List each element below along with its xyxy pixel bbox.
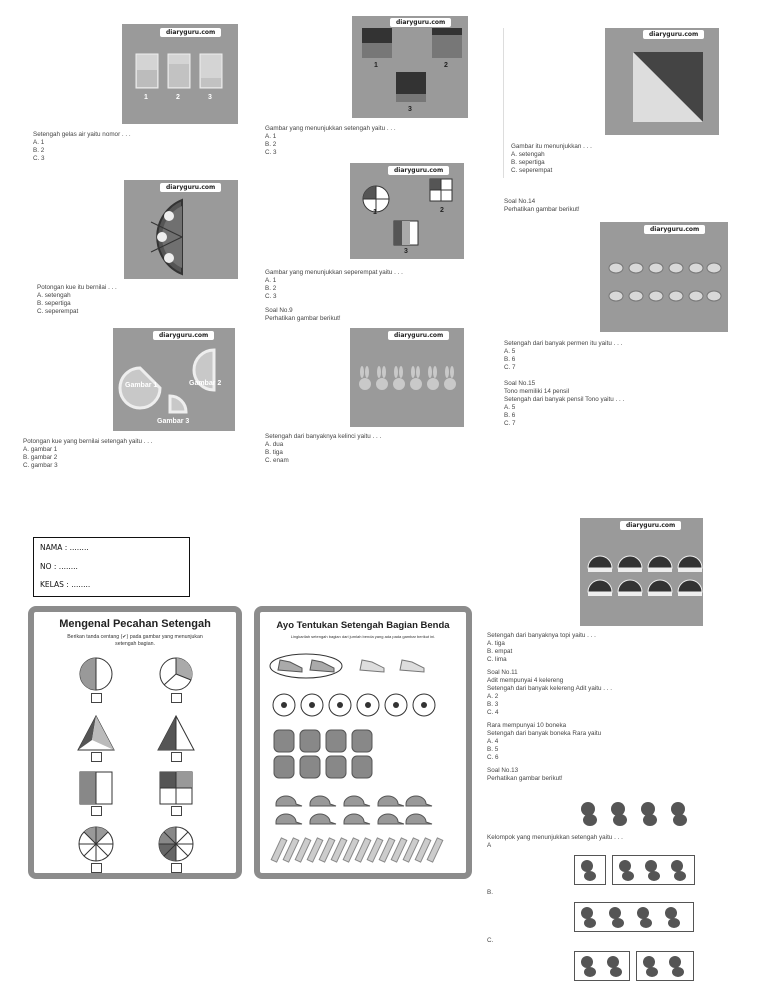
fraction-label: 2 (440, 207, 444, 214)
number-field: NO : ........ (40, 562, 78, 571)
shoe-icon (400, 660, 424, 672)
question-text: Potongan kue yang bernilai setengah yaitu . . . A. gambar 1 B. gambar 2 C. gambar 3 (23, 438, 153, 469)
watermark: diaryguru.com (390, 18, 451, 27)
glass-label: 3 (208, 94, 212, 101)
glass-icon (168, 54, 190, 88)
fractions-image (350, 163, 464, 259)
fraction-label: 1 (373, 209, 377, 216)
rabbit-icon (376, 366, 388, 390)
glass-label: 1 (144, 94, 148, 101)
monkey-icon (645, 860, 660, 881)
monkey-icon (619, 860, 634, 881)
question-text: Soal No.14 Perhatikan gambar berikut! (504, 198, 580, 213)
square-label: 3 (408, 106, 412, 113)
worksheet-half-objects (254, 606, 472, 879)
candy-icon (707, 263, 721, 273)
glass-icon (200, 54, 222, 88)
monkey-icon (581, 907, 596, 928)
monkey-icon (607, 956, 622, 977)
hat-icon (344, 814, 370, 824)
candy-icon (707, 291, 721, 301)
worksheet-subtitle: Berikan tanda centang (✔) pada gambar yang menunjukan (67, 634, 203, 640)
option-c-group-1[interactable] (574, 951, 630, 981)
cake-label: Gambar 2 (189, 380, 222, 387)
checkbox[interactable] (91, 752, 102, 762)
bag-icon (300, 730, 320, 752)
cap-icon (618, 580, 642, 592)
worksheet-fractions (28, 606, 242, 879)
candy-icon (629, 263, 643, 273)
rabbit-icon (410, 366, 422, 390)
candy-icon (689, 291, 703, 301)
hat-icon (276, 814, 302, 824)
watermark: diaryguru.com (644, 225, 705, 234)
fraction-label: 3 (404, 248, 408, 255)
bag-icon (326, 730, 346, 752)
monkey-icon (669, 956, 684, 977)
hat-icon (276, 796, 302, 806)
monkey-icon (609, 907, 624, 928)
hat-icon (406, 814, 432, 824)
hat-icon (378, 814, 404, 824)
monkey-icon (637, 907, 652, 928)
watermark: diaryguru.com (388, 166, 449, 175)
option-b-group[interactable] (574, 902, 694, 932)
cap-icon (678, 556, 702, 568)
candy-icon (669, 291, 683, 301)
monkey-icon (671, 860, 686, 881)
checkbox[interactable] (171, 806, 182, 816)
checkbox[interactable] (171, 752, 182, 762)
option-c-label: C. (487, 937, 494, 944)
monkey-icon (581, 956, 596, 977)
square-label: 1 (374, 62, 378, 69)
watermark: diaryguru.com (643, 30, 704, 39)
monkeys-row (574, 798, 694, 828)
name-field: NAMA : ........ (40, 543, 89, 552)
class-field: KELAS : ........ (40, 580, 91, 589)
question-text: Gambar itu menunjukkan . . . A. setengah B. sepertiga C. seperempat (511, 143, 592, 174)
option-a-group-2[interactable] (612, 855, 695, 885)
watermark: diaryguru.com (620, 521, 681, 530)
monkey-icon (665, 907, 680, 928)
monkey-icon (581, 860, 596, 881)
hat-icon (344, 796, 370, 806)
square-label: 2 (444, 62, 448, 69)
glasses-image (122, 24, 238, 124)
bag-icon (274, 756, 294, 778)
hats-image (580, 518, 703, 626)
squares-image (352, 16, 468, 118)
question-text: Kelompok yang menunjukkan setengah yaitu . . . A (487, 834, 623, 849)
candy-icon (689, 263, 703, 273)
hat-icon (378, 796, 404, 806)
monkey-icon (641, 802, 657, 826)
candy-icon (669, 263, 683, 273)
watermelon-image (124, 180, 238, 279)
option-a-group-1[interactable] (574, 855, 606, 885)
worksheet-title: Ayo Tentukan Setengah Bagian Benda (276, 620, 450, 631)
monkey-icon (671, 802, 687, 826)
rabbit-icon (444, 366, 456, 390)
question-text: Setengah gelas air yaitu nomor . . . A. 1 B. 2 C. 3 (33, 131, 131, 162)
checkbox[interactable] (91, 863, 102, 873)
column-divider (503, 28, 504, 178)
checkbox[interactable] (171, 863, 182, 873)
monkey-icon (581, 802, 597, 826)
worksheet-subtitle: setengah bagian. (115, 641, 155, 647)
triangle-square-image (605, 28, 719, 135)
bag-icon (352, 756, 372, 778)
watermark: diaryguru.com (160, 183, 221, 192)
bag-icon (300, 756, 320, 778)
student-info-box (33, 537, 190, 597)
question-text: Gambar yang menunjukkan seperempat yaitu . . . A. 1 B. 2 C. 3 Soal No.9 Perhatikan gambar berikut! (265, 269, 403, 322)
rabbit-icon (359, 366, 371, 390)
option-b-label: B. (487, 889, 493, 896)
question-text: Potongan kue itu bernilai . . . A. setengah B. sepertiga C. seperempat (37, 284, 117, 315)
monkey-icon (611, 802, 627, 826)
cap-icon (588, 580, 612, 592)
watermark: diaryguru.com (153, 331, 214, 340)
rabbit-icon (393, 366, 405, 390)
monkey-icon (643, 956, 658, 977)
worksheet-title: Mengenal Pecahan Setengah (59, 618, 211, 630)
cake-label: Gambar 3 (157, 418, 190, 425)
cap-icon (678, 580, 702, 592)
question-text: Gambar yang menunjukkan setengah yaitu . . . A. 1 B. 2 C. 3 (265, 125, 396, 156)
worksheet-subtitle: Lingkarilah setengah bagian dari jumlah benda yang ada pada gambar berikut ini. (290, 634, 436, 639)
glass-label: 2 (176, 94, 180, 101)
candy-icon (609, 263, 623, 273)
bag-icon (274, 730, 294, 752)
candies-image (600, 222, 728, 332)
cap-icon (648, 580, 672, 592)
shoe-icon (310, 660, 334, 672)
cap-icon (588, 556, 612, 568)
cap-icon (648, 556, 672, 568)
bag-icon (352, 730, 372, 752)
rabbits-image (350, 328, 464, 427)
hat-icon (406, 796, 432, 806)
cake-label: Gambar 1 (125, 382, 158, 389)
option-c-group-2[interactable] (636, 951, 694, 981)
watermark: diaryguru.com (388, 331, 449, 340)
checkbox[interactable] (91, 806, 102, 816)
candy-icon (649, 263, 663, 273)
cake-image (113, 328, 235, 431)
question-text: Setengah dari banyaknya topi yaitu . . . A. tiga B. empat C. lima Soal No.11 Adit mempunyai 4 kelereng Setengah dari banyak kelereng Adit yaitu . . . A. 2 B. 3 C. 4 Rara mempunyai 10 boneka Setengah dari banyak boneka Rara yaitu A. 4 B. 5 C. 6 Soal No.13 Perhatikan gambar berikut! (487, 632, 612, 782)
bag-icon (326, 756, 346, 778)
shoe-icon (360, 660, 384, 672)
glass-icon (136, 54, 158, 88)
candy-icon (609, 291, 623, 301)
candy-icon (649, 291, 663, 301)
hat-icon (310, 814, 336, 824)
question-text: Setengah dari banyak permen itu yaitu . . . A. 5 B. 6 C. 7 Soal No.15 Tono memiliki 14 pensil Setengah dari banyak pensil Tono yaitu . . . A. 5 B. 6 C. 7 (504, 340, 625, 427)
checkbox[interactable] (91, 693, 102, 703)
cap-icon (618, 556, 642, 568)
checkbox[interactable] (171, 693, 182, 703)
watermark: diaryguru.com (160, 28, 221, 37)
rabbit-icon (427, 366, 439, 390)
question-text: Setengah dari banyaknya kelinci yaitu . . . A. dua B. tiga C. enam (265, 433, 382, 464)
candy-icon (629, 291, 643, 301)
shoe-icon (278, 660, 302, 672)
hat-icon (310, 796, 336, 806)
